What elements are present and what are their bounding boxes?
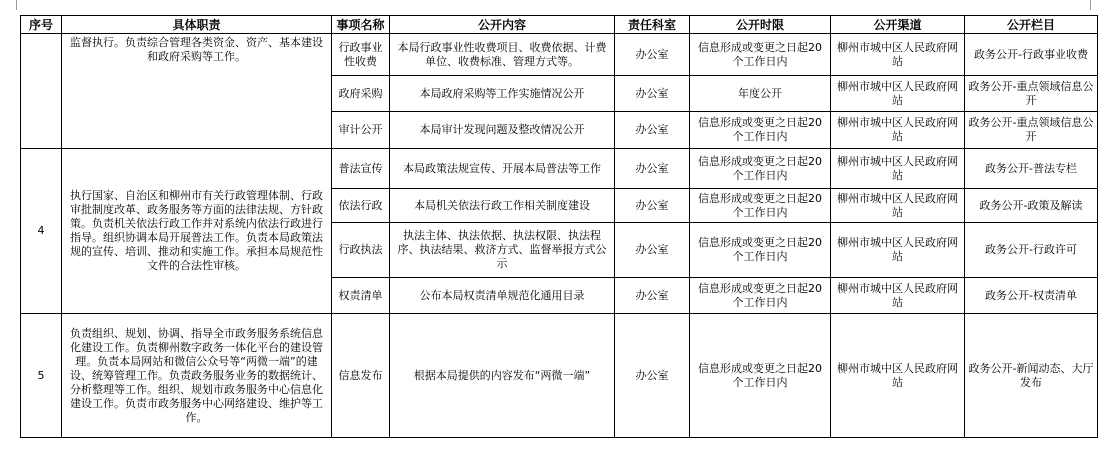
content-cell: 本局行政事业性收费项目、收费依据、计费单位、收费标准、管理方式等。 (390, 34, 615, 76)
item-name-cell: 权责清单 (332, 278, 390, 314)
time-cell: 年度公开 (690, 76, 831, 112)
item-name-cell: 普法宣传 (332, 149, 390, 189)
table-row (21, 34, 1098, 76)
content-cell: 本局机关依法行政工作相关制度建设 (390, 189, 615, 223)
column-cell: 政务公开-政策及解读 (965, 189, 1098, 223)
dept-cell: 办公室 (615, 314, 690, 438)
time-cell: 信息形成或变更之日起20个工作日内 (690, 223, 831, 278)
item-name-cell: 审计公开 (332, 112, 390, 149)
disclosure-table (20, 15, 1098, 438)
time-cell: 信息形成或变更之日起20个工作日内 (690, 149, 831, 189)
header-cell: 事项名称 (332, 16, 390, 34)
time-cell: 信息形成或变更之日起20个工作日内 (690, 34, 831, 76)
table-row (21, 314, 1098, 438)
content-cell: 执法主体、执法依据、执法权限、执法程序、执法结果、救济方式、监督举报方式公示 (390, 223, 615, 278)
duty-cell: 负责组织、规划、协调、指导全市政务服务系统信息化建设工作。负责柳州数字政务一体化平台的建设管理。负责本局网站和微信公众号等“两微一端”的建设、统筹管理工作。负责政务服务业务的数据统计、分析整理等工作。组织、规划市政务服务中心信息化建设工作。负责市政务服务中心网络建设、维护等工作。 (62, 314, 332, 438)
item-name-cell: 行政事业性收费 (332, 34, 390, 76)
column-cell: 政务公开-普法专栏 (965, 149, 1098, 189)
content-cell: 本局政策法规宣传、开展本局普法等工作 (390, 149, 615, 189)
header-cell: 公开时限 (690, 16, 831, 34)
seq-cell: 4 (21, 149, 62, 314)
duty-cell: 执行国家、自治区和柳州市有关行政管理体制、行政审批制度改革、政务服务等方面的法律法规、方针政策。负责机关依法行政工作并对系统内依法行政进行指导。组织协调本局开展普法工作。负责本局政策法规的宣传、培训、推动和实施工作。承担本局规范性文件的合法性审核。 (62, 149, 332, 314)
column-cell: 政务公开-权责清单 (965, 278, 1098, 314)
content-cell: 根据本局提供的内容发布“两微一端” (390, 314, 615, 438)
channel-cell: 柳州市城中区人民政府网站 (831, 112, 965, 149)
content-cell: 本局审计发现问题及整改情况公开 (390, 112, 615, 149)
channel-cell: 柳州市城中区人民政府网站 (831, 278, 965, 314)
header-row (21, 16, 1098, 34)
time-cell: 信息形成或变更之日起20个工作日内 (690, 189, 831, 223)
channel-cell: 柳州市城中区人民政府网站 (831, 314, 965, 438)
dept-cell: 办公室 (615, 189, 690, 223)
header-cell: 公开内容 (390, 16, 615, 34)
header-cell: 公开渠道 (831, 16, 965, 34)
dept-cell: 办公室 (615, 149, 690, 189)
header-cell: 具体职责 (62, 16, 332, 34)
item-name-cell: 信息发布 (332, 314, 390, 438)
item-name-cell: 政府采购 (332, 76, 390, 112)
page-corner-mark-right (1090, 0, 1101, 10)
channel-cell: 柳州市城中区人民政府网站 (831, 76, 965, 112)
dept-cell: 办公室 (615, 112, 690, 149)
seq-cell: 5 (21, 314, 62, 438)
channel-cell: 柳州市城中区人民政府网站 (831, 189, 965, 223)
page-corner-mark-left (6, 0, 17, 10)
time-cell: 信息形成或变更之日起20个工作日内 (690, 314, 831, 438)
column-cell: 政务公开-重点领域信息公开 (965, 112, 1098, 149)
time-cell: 信息形成或变更之日起20个工作日内 (690, 112, 831, 149)
column-cell: 政务公开-新闻动态、大厅发布 (965, 314, 1098, 438)
column-cell: 政务公开-行政许可 (965, 223, 1098, 278)
item-name-cell: 依法行政 (332, 189, 390, 223)
header-cell: 序号 (21, 16, 62, 34)
channel-cell: 柳州市城中区人民政府网站 (831, 223, 965, 278)
column-cell: 政务公开-重点领域信息公开 (965, 76, 1098, 112)
column-cell: 政务公开-行政事业收费 (965, 34, 1098, 76)
duty-cell: 监督执行。负责综合管理各类资金、资产、基本建设和政府采购等工作。 (62, 34, 332, 149)
dept-cell: 办公室 (615, 76, 690, 112)
item-name-cell: 行政执法 (332, 223, 390, 278)
channel-cell: 柳州市城中区人民政府网站 (831, 34, 965, 76)
dept-cell: 办公室 (615, 278, 690, 314)
header-cell: 责任科室 (615, 16, 690, 34)
header-cell: 公开栏目 (965, 16, 1098, 34)
table-row (21, 149, 1098, 189)
content-cell: 本局政府采购等工作实施情况公开 (390, 76, 615, 112)
time-cell: 信息形成或变更之日起20个工作日内 (690, 278, 831, 314)
dept-cell: 办公室 (615, 34, 690, 76)
content-cell: 公布本局权责清单规范化通用目录 (390, 278, 615, 314)
seq-cell (21, 34, 62, 149)
dept-cell: 办公室 (615, 223, 690, 278)
channel-cell: 柳州市城中区人民政府网站 (831, 149, 965, 189)
